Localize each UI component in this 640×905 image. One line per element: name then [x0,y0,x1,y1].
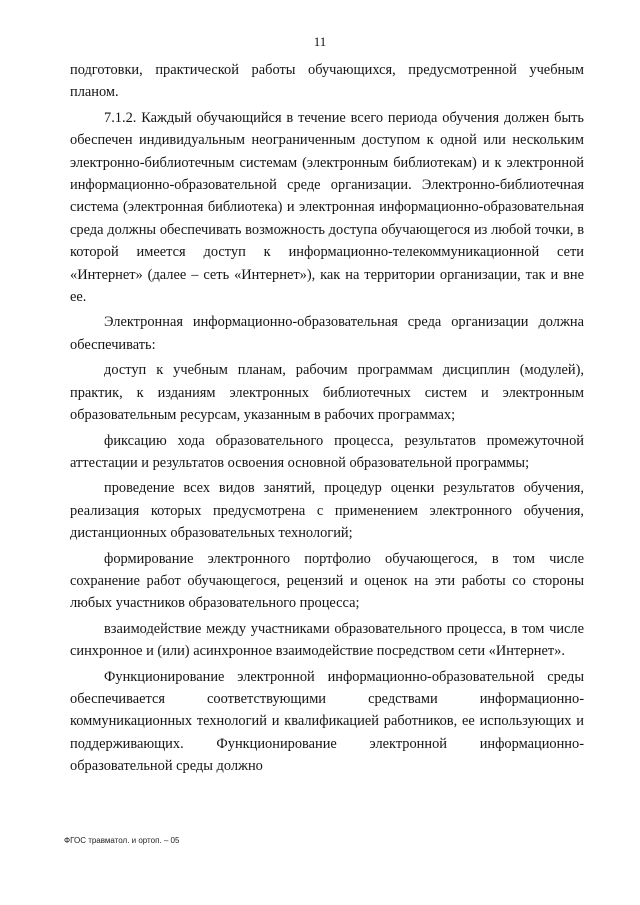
list-item-portfolio: формирование электронного портфолио обучающегося, в том числе сохранение работ обучающегося, рецензий и оценок на эти работы со стороны любых участников образовательного процесса; [70,550,584,612]
paragraph-environment-requirements: Электронная информационно-образовательная среда организации должна обеспечивать: [70,314,584,353]
list-item-conducting: проведение всех видов занятий, процедур оценки результатов обучения, реализация которых предусмотрена с применением электронного обучения, дистанционных образовательных технологий; [70,480,584,542]
page-number: 11 [313,34,327,49]
paragraph-7-1-2: 7.1.2. Каждый обучающийся в течение всего периода обучения должен быть обеспечен индивидуальным неограниченным доступом к одной или нескольким электронно-библиотечным системам (электронным библиотекам) и к электронной информационно-образовательной среде организации. Электронно-библиотечная система (электронная библиотека) и электронная информационно-образовательная среда должны обеспечивать возможность доступа обучающегося из любой точки, в которой имеется доступ к информационно-телекоммуникационной сети «Интернет» (далее – сеть «Интернет»), как на территории организации, так и вне ее. [70,109,584,306]
paragraph-functioning: Функционирование электронной информационно-образовательной среды обеспечивается соответствующими средствами информационно-коммуникационных технологий и квалификацией работников, ее использующих и поддерживающих. Функционирование электронной информационно-образовательной среды должно [70,668,584,775]
list-item-interaction: взаимодействие между участниками образовательного процесса, в том числе синхронное и (или) асинхронное взаимодействие посредством сети «Интернет». [70,620,584,660]
paragraph-continuation: подготовки, практической работы обучающихся, предусмотренной учебным планом. [70,62,584,101]
list-item-recording: фиксацию хода образовательного процесса, результатов промежуточной аттестации и результатов освоения основной образовательной программы; [70,432,584,471]
document-body [70,59,584,778]
list-item-access: доступ к учебным планам, рабочим программам дисциплин (модулей), практик, к изданиям электронных библиотечных систем и электронным образовательным ресурсам, указанным в рабочих программах; [70,362,584,424]
footer-note: ФГОС травматол. и ортоп. – 05 [64,836,180,845]
